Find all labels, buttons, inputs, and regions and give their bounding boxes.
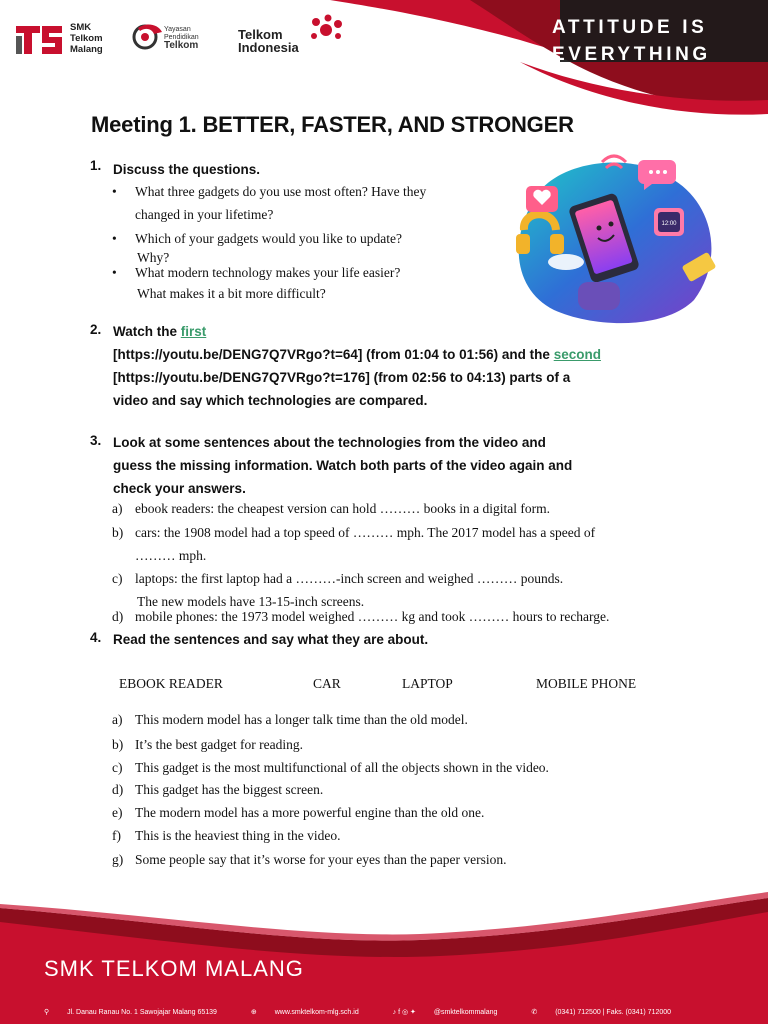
question-number: 3. [90, 433, 102, 448]
sentence: Some people say that it’s worse for your eyes than the paper version. [135, 852, 507, 867]
telkom-indonesia-logo-text [238, 28, 299, 54]
ypt-line: Yayasan [164, 26, 191, 33]
item-label: g) [112, 852, 124, 867]
phone: (0341) 712500 | Faks. (0341) 712000 [555, 1009, 672, 1016]
item-label: b) [112, 737, 124, 752]
item-label: f) [112, 828, 121, 843]
q2-text: [https://youtu.be/DENG7Q7VRgo?t=176] (from 02:56 to 04:13) parts of a [113, 370, 571, 385]
question-2-text [113, 320, 673, 412]
fill-in-sentence: ……… mph. [135, 548, 207, 563]
fill-in-sentence: The new models have 13-15-inch screens. [137, 594, 365, 609]
question-number: 2. [90, 322, 102, 337]
sentence: This is the heaviest thing in the video. [135, 828, 341, 843]
social-handle: @smktelkommalang [433, 1009, 498, 1016]
sentence: This modern model has a longer talk time than the old model. [135, 712, 468, 727]
sentence: This gadget is the most multifunctional of all the objects shown in the video. [135, 760, 549, 775]
logo-line: Malang [70, 44, 103, 55]
bullet-text: What modern technology makes your life easier? [135, 265, 401, 280]
q3-line: guess the missing information. Watch both parts of the video again and [113, 458, 573, 473]
bullet-text: What three gadgets do you use most often? Have they [135, 184, 427, 199]
q2-text: [https://youtu.be/DENG7Q7VRgo?t=64] (from 01:04 to 01:56) and the [113, 347, 550, 362]
bullet-text: Which of your gadgets would you like to update? [135, 231, 402, 246]
item-label: d) [112, 609, 124, 624]
question-number: 1. [90, 158, 102, 173]
question-3-text [113, 431, 673, 500]
footer-contact [44, 1008, 703, 1016]
ypt-logo-text [164, 26, 199, 50]
first-video-link[interactable]: first [180, 324, 207, 339]
option-word: LAPTOP [402, 676, 453, 691]
smk-telkom-logo-text [70, 22, 103, 55]
item-label: e) [112, 805, 123, 820]
item-label: c) [112, 760, 123, 775]
location-icon: ⚲ [44, 1009, 50, 1016]
bullet-icon: • [112, 231, 117, 246]
telkom-indonesia-logo-icon [306, 14, 344, 44]
sentence: This gadget has the biggest screen. [135, 782, 324, 797]
logo-line: SMK [70, 22, 92, 33]
q2-text: video and say which technologies are compared. [113, 393, 428, 408]
bullet-text: What makes it a bit more difficult? [137, 286, 326, 301]
footer-swoosh [0, 880, 768, 1024]
item-label: a) [112, 501, 123, 516]
watch-time: 12:00 [661, 221, 677, 227]
logo-line: Telkom [70, 33, 103, 44]
tagline [552, 14, 711, 68]
option-word: MOBILE PHONE [536, 676, 637, 691]
address: Jl. Danau Ranau No. 1 Sawojajar Malang 65139 [67, 1009, 217, 1016]
telkom-line: Telkom [238, 27, 283, 42]
option-word: CAR [313, 676, 341, 691]
telkom-line: Indonesia [238, 40, 299, 55]
bullet-icon: • [112, 265, 117, 280]
website[interactable]: www.smktelkom-mlg.sch.id [274, 1009, 359, 1016]
gadgets-illustration [494, 150, 730, 330]
item-label: c) [112, 571, 123, 586]
ypt-line: Telkom [164, 40, 199, 51]
item-label: d) [112, 782, 124, 797]
tagline-line: EVERYTHING [552, 44, 711, 65]
fill-in-sentence: laptops: the first laptop had a ………-inch screen and weighed ……… pounds. [135, 571, 564, 586]
option-word: EBOOK READER [119, 676, 223, 691]
fill-in-sentence: cars: the 1908 model had a top speed of ……… mph. The 2017 model has a speed of [135, 525, 596, 540]
second-video-link[interactable]: second [553, 347, 601, 362]
sentence: It’s the best gadget for reading. [135, 737, 303, 752]
item-label: b) [112, 525, 124, 540]
question-heading: Discuss the questions. [113, 162, 261, 177]
question-heading: Read the sentences and say what they are about. [113, 632, 429, 647]
phone-icon: ✆ [531, 1009, 538, 1016]
ypt-logo-icon [130, 22, 164, 52]
sentence: The modern model has a more powerful engine than the old one. [135, 805, 485, 820]
social-icons: ♪ f ◎ ✦ [392, 1009, 416, 1016]
bullet-text: Why? [137, 250, 170, 265]
fill-in-sentence: mobile phones: the 1973 model weighed ……… kg and took ……… hours to recharge. [135, 609, 610, 624]
fill-in-sentence: ebook readers: the cheapest version can hold ……… books in a digital form. [135, 501, 551, 516]
bullet-text: changed in your lifetime? [135, 207, 274, 222]
q2-text: Watch the [113, 324, 177, 339]
tagline-line: ATTITUDE IS [552, 17, 708, 38]
q3-line: Look at some sentences about the technologies from the video and [113, 435, 546, 450]
globe-icon: ⊕ [250, 1009, 257, 1016]
page-title: Meeting 1. BETTER, FASTER, AND STRONGER [91, 112, 574, 137]
item-label: a) [112, 712, 123, 727]
smk-telkom-logo-icon [16, 22, 66, 56]
footer-school-name: SMK TELKOM MALANG [44, 956, 304, 981]
q3-line: check your answers. [113, 481, 246, 496]
question-number: 4. [90, 630, 102, 645]
bullet-icon: • [112, 184, 117, 199]
ypt-line: Pendidikan [164, 34, 199, 41]
